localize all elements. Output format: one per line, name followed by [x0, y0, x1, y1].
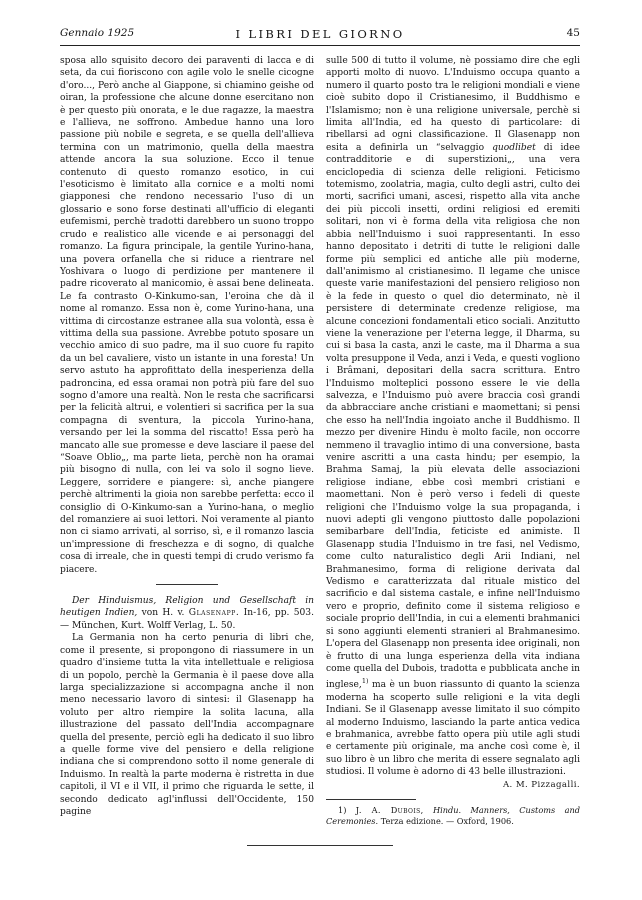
quodlibet-term: quodlibet — [492, 142, 536, 153]
right-column — [326, 55, 580, 826]
bottom-rule — [247, 845, 393, 846]
footnote-author: J. A. Dubois, — [355, 805, 424, 815]
review-body — [326, 55, 580, 779]
footnote-marker: 1) — [338, 805, 347, 815]
left-column — [60, 55, 314, 818]
section-separator — [156, 584, 218, 585]
book-author: Glasenapp. — [188, 608, 240, 619]
review-signature: A. M. Pizzagalli. — [502, 779, 580, 790]
review-continuation-paragraph: sposa allo squisito decoro dei paraventi di lacca e di seta, da cui fioriscono con agile volo le snelle cicogne d'oro..., Però anche al Giappone, si chiamino geishe od oiran, la professione che alcune donne esercitano non è per questo più onorata, e le due ragazze, la maestra e l'allieva, ne soffrono. Ambedue hanno una loro passione più nobile e segreta, e se quella dell'allieva termina con un matrimonio, quella della maestra attende ancora la sua soluzione. Ecco il tenue contenuto di questo romanzo esotico, in cui l'esoticismo è limitato alla cornice e a molti nomi giapponesi che rendono necessario l'uso di un glossario e sono forse destinati all'ufficio di eleganti eufemismi, perchè tradotti darebbero un suono troppo crudo e realistico alle vicende e ai personaggi del romanzo. La figura principale, la gentile Yurino-hana, una povera orfanella che si riduce a rientrare nel Yoshivara o luogo di perdizione per mantenere il padre ricoverato al manicomio, è assai bene delineata. Le fa contrasto O-Kinkumo-san, l'eroina che dà il nome al romanzo. Essa non è, come Yurino-hana, una vittima di circostanze estranee alla sua volontà, essa è vittima della sua passione. Avrebbe potuto sposare un vecchio amico di suo padre, ma il suo cuore fu rapito da un bel cavaliere, visto un istante in una foresta! Un servo astuto ha approfittato della inesperienza della padroncina, ed essa oramai non potrà più fare del suo sogno d'amore una realtà. Non le resta che sacrificarsi per la felicità altrui, e volentieri si sacrifica per la sua compagna di sventura, la piccola Yurino-hana, versando per lei la somma del riscatto! Essa però ha mancato alle sue promesse e deve lasciare il paese del “Soave Oblio„, ma parte lieta, perchè non ha oramai più bisogno di nulla, con lei va solo il sogno lieve. Leggere, sorridere e piangere: sì, anche piangere perchè altrimenti la gioia non sarebbe perfetta: ecco il consiglio di O-Kinkumo-san a Yurino-hana, o meglio del romanziere ai suoi lettori. Noi veramente al pianto non ci siamo arrivati, al sorriso, sì, e il romanzo lascia un'impressione di freschezza e di sogno, di qualche cosa di irreale, che in questi tempi di crudo verismo fa piacere. — [60, 56, 314, 575]
footnote-title: Hindu. Manners, Customs and Ceremonies. — [326, 805, 580, 826]
running-header — [60, 27, 580, 43]
footnote — [326, 805, 580, 826]
review-text-part-2: di idee contradditorie e di superstizioni„, una vera enciclopedia di scienza delle religioni. Feticismo totemismo, zoolatria, magia, culto degli astri, culto dei morti, sacrifici umani, ascesi, rispetto alla vita anche dei più piccoli insetti, ordini religiosi ed eremiti solitari, non vi è forma della vita religiosa che non abbia nell'Induismo i suoi rappresentanti. In esso hanno depositato i detriti di tutte le religioni dalle forme più semplici ed antiche alle più moderne, dall'animismo al cristianesimo. Il legame che unisce queste varie manifestazioni del pensiero religioso non è la fede in questo o quel dio determinato, nè il persistere di determinate credenze religiose, ma alcune concezioni fondamentali etico sociali. Anzitutto viene la venerazione per l'eterna legge, il Dharma, su cui si basa la casta, anzi le caste, ma il Dharma a sua volta presuppone il Veda, anzi i Veda, e questi vogliono i Brâmani, depositari della sacra scrittura. Entro l'Induismo molteplici possono essere le vie della salvezza, e l'Induismo può avere braccia così grandi da abbracciare anche cristiani e maomettani; si pensi che esso ha nell'India ingoiato anche il Buddhismo. Il mezzo per divenire Hindu è molto facile, non occorre nemmeno il travaglio intimo di una conversione, basta venire ascritti a una casta hindu; per esempio, la Brahma Samaj, la più elevata delle associazioni religiose indiane, ebbe così membri cristiani e maomettani. Non è però verso i fedeli di queste religioni che l'Induismo volge la sua propaganda, i nuovi adepti gli vengono piuttosto dalle popolazioni semibarbare dell'India, feticiste ed animiste. Il Glasenapp studia l'Induismo in tre fasi, nel Vedismo, come culto naturalistico degli Arii Indiani, nel Brahmanesimo, forma di religione derivata dal Vedismo e caratterizzata dal rituale mistico del sacrificio e dal sistema castale, e infine nell'Induismo vero e proprio, definito come il sistema religioso e sociale proprio dell'India, in cui a elementi brahmanici si sono aggiunti elementi stranieri al Brahmanesimo. L'opera del Glasenapp non presenta idee originali, non è frutto di una lunga esperienza della vita indiana come quella del Dubois, tradotta e pubblicata anche in inglese, — [326, 142, 580, 691]
review-text-part-3: ma è un buon riassunto di quanto la scienza moderna ha scoperto sulle religioni e la vita degli Indiani. Se il Glasenapp avesse limitato il suo cómpito al moderno Induismo, lasciando la parte antica vedica e brahmanica, avrebbe fatto opera più utile agli studi e certamente più originale, ma anche così come è, il suo libro è un libro che merita di essere segnalato agli studiosi. Il volume è adorno di 43 belle illustrazioni. — [326, 680, 580, 778]
book-by: von H. v. — [141, 608, 185, 619]
footnote-details: Terza edizione. — Oxford, 1906. — [380, 815, 514, 826]
journal-title: I LIBRI DEL GIORNO — [235, 27, 405, 41]
footnote-reference: 1) — [361, 677, 369, 686]
page-number: 45 — [566, 27, 580, 39]
footnote-rule — [326, 799, 416, 800]
book-details: In-16, pp. 503. — München, Kurt. Wolff Verlag, L. 50. — [60, 608, 314, 631]
header-rule — [60, 45, 580, 46]
issue-date: Gennaio 1925 — [60, 27, 135, 39]
book-title: Der Hinduismus, Religion und Gesellschaft in heutigen Indien, — [60, 596, 314, 619]
book-entry — [60, 595, 314, 632]
review-text-part-1: sulle 500 di tutto il volume, nè possiamo dire che egli apporti molto di nuovo. L'Induismo occupa quanto a numero il quarto posto tra le religioni mondiali e viene cioè subito dopo il Cristianesimo, il Buddhismo e l'Islamismo; non è una religione universale, perchè si limita all'India, ed ha questo di particolare: di ribellarsi ad ogni classificazione. Il Glasenapp non esita a definirla un “selvaggio — [326, 56, 580, 153]
review-paragraph: La Germania non ha certo penuria di libri che, come il presente, si propongono di riassumere in un quadro d'insieme tutta la vita intellettuale e religiosa di un popolo, perchè la Germania è il paese dove alla larga specializzazione si accompagna anche il non meno necessario lavoro di sintesi: il Glasenapp ha voluto per altro riempire la solita lacuna, alla illustrazione del passato dell'India accompagnare quella del presente, perciò egli ha dedicato il suo libro a quelle forme vive del pensiero e della religione indiana che si comprendono sotto il nome generale di Induismo. In realtà la parte moderna è ristretta in due capitoli, il VI e il VII, il primo che riguarda le sette, il secondo dedicato agl'influssi dell'Occidente, 150 pagine — [60, 633, 314, 817]
